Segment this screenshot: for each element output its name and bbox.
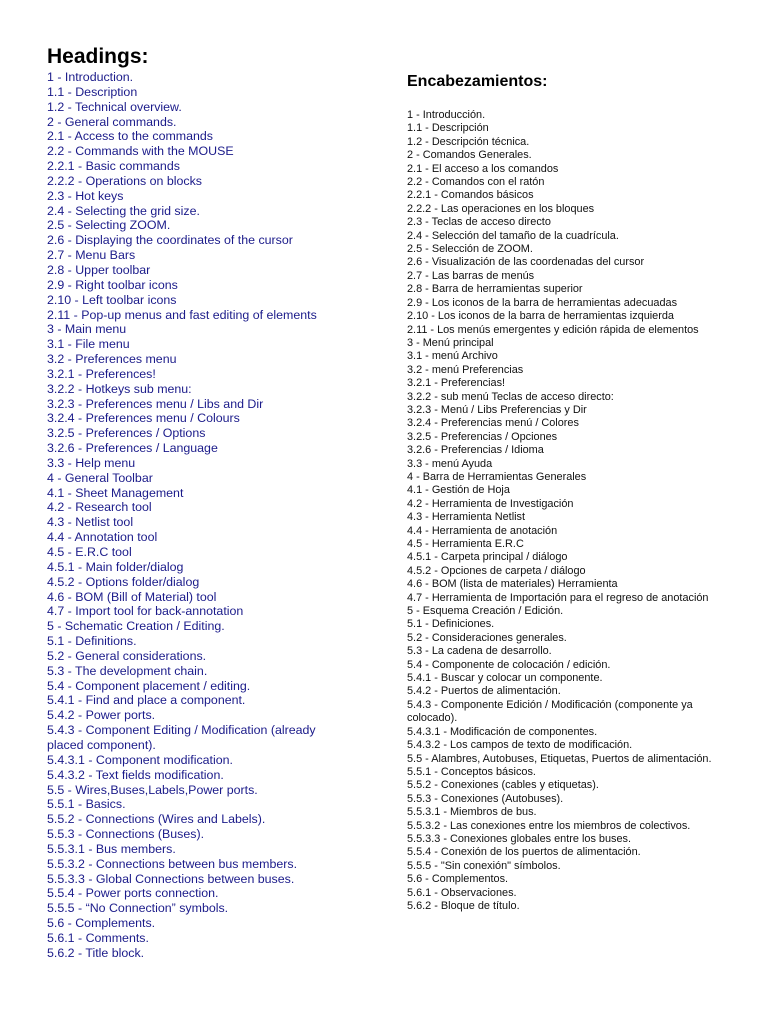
toc-entry[interactable]: 3.1 - menú Archivo — [407, 350, 498, 363]
toc-entry[interactable]: 5.1 - Definiciones. — [407, 618, 495, 631]
toc-entry[interactable]: 5.5.2 - Conexiones (cables y etiquetas). — [407, 779, 599, 792]
toc-entry[interactable]: 4.2 - Herramienta de Investigación — [407, 497, 574, 510]
toc-link[interactable]: 5.4.1 - Find and place a component. — [47, 693, 246, 708]
toc-entry[interactable]: 4.5.1 - Carpeta principal / diálogo — [407, 551, 568, 564]
toc-link[interactable]: 5.1 - Definitions. — [47, 634, 137, 649]
toc-link[interactable]: 5.5.3.2 - Connections between bus members. — [47, 856, 298, 871]
toc-entry[interactable]: 5.6 - Complementos. — [407, 873, 509, 886]
toc-entry[interactable]: 2.7 - Las barras de menús — [407, 269, 535, 282]
toc-link[interactable]: 3.1 - File menu — [47, 337, 130, 352]
toc-entry[interactable]: 2.6 - Visualización de las coordenadas del cursor — [407, 256, 645, 269]
toc-link[interactable]: 4.1 - Sheet Management — [47, 485, 184, 500]
toc-entry[interactable]: 2.11 - Los menús emergentes y edición rápida de elementos — [407, 323, 699, 336]
toc-entry[interactable]: 3.3 - menú Ayuda — [407, 457, 493, 470]
toc-entry[interactable]: 2.3 - Teclas de acceso directo — [407, 216, 551, 229]
toc-link[interactable]: 2.6 - Displaying the coordinates of the cursor — [47, 233, 293, 248]
toc-entry[interactable]: 3.2.4 - Preferencias menú / Colores — [407, 417, 579, 430]
toc-entry[interactable]: 4.5.2 - Opciones de carpeta / diálogo — [407, 564, 586, 577]
toc-entry[interactable]: 1.2 - Descripción técnica. — [407, 135, 530, 148]
toc-link[interactable]: 5.5.3.3 - Global Connections between buses. — [47, 871, 295, 886]
toc-link[interactable]: 1.1 - Description — [47, 84, 138, 99]
toc-link[interactable]: 5.5.3.1 - Bus members. — [47, 841, 176, 856]
toc-link[interactable]: 3.2.4 - Preferences menu / Colours — [47, 411, 240, 426]
toc-entry[interactable]: 3.2.6 - Preferencias / Idioma — [407, 444, 544, 457]
spanish-headings-title: Encabezamientos: — [407, 73, 548, 90]
toc-entry[interactable]: 4.1 - Gestión de Hoja — [407, 484, 510, 497]
toc-entry[interactable]: 3.2.3 - Menú / Libs Preferencias y Dir — [407, 403, 587, 416]
toc-link[interactable]: 5.6.2 - Title block. — [47, 945, 145, 960]
toc-link[interactable]: 5 - Schematic Creation / Editing. — [47, 619, 225, 634]
toc-entry[interactable]: 4.7 - Herramienta de Importación para el regreso de anotación — [407, 591, 709, 604]
toc-entry[interactable]: 2.9 - Los iconos de la barra de herramientas adecuadas — [407, 296, 678, 309]
toc-entry[interactable]: 4 - Barra de Herramientas Generales — [407, 470, 587, 483]
toc-link[interactable]: 5.4.3.2 - Text fields modification. — [47, 767, 224, 782]
toc-link[interactable]: 1.2 - Technical overview. — [47, 99, 182, 114]
toc-link[interactable]: 4.4 - Annotation tool — [47, 530, 158, 545]
toc-entry[interactable]: 5.4 - Componente de colocación / edición. — [407, 658, 611, 671]
spanish-headings-list — [407, 109, 737, 913]
toc-link[interactable]: 2.9 - Right toolbar icons — [47, 277, 178, 292]
toc-entry[interactable]: 5.4.3.1 - Modificación de componentes. — [407, 725, 598, 738]
english-headings-list — [47, 70, 387, 961]
toc-entry[interactable]: 5.5.4 - Conexión de los puertos de alimentación. — [407, 846, 641, 859]
toc-entry[interactable]: 4.4 - Herramienta de anotación — [407, 524, 558, 537]
toc-link[interactable]: 5.4.3.1 - Component modification. — [47, 752, 233, 767]
toc-link[interactable]: 4.6 - BOM (Bill of Material) tool — [47, 589, 217, 604]
toc-link[interactable]: 5.3 - The development chain. — [47, 663, 208, 678]
toc-entry[interactable]: 2.8 - Barra de herramientas superior — [407, 283, 583, 296]
toc-link[interactable]: 2.8 - Upper toolbar — [47, 262, 151, 277]
toc-entry[interactable]: 3.2.1 - Preferencias! — [407, 377, 506, 390]
toc-entry[interactable]: 4.3 - Herramienta Netlist — [407, 511, 526, 524]
toc-link[interactable]: 2.3 - Hot keys — [47, 188, 124, 203]
toc-link[interactable]: 4.5.2 - Options folder/dialog — [47, 574, 200, 589]
toc-entry[interactable]: 2.1 - El acceso a los comandos — [407, 162, 559, 175]
toc-link[interactable]: 4.5.1 - Main folder/dialog — [47, 559, 184, 574]
toc-link[interactable]: 2.5 - Selecting ZOOM. — [47, 218, 171, 233]
toc-link[interactable]: 4.7 - Import tool for back-annotation — [47, 604, 244, 619]
toc-entry[interactable]: 2.2.1 - Comandos básicos — [407, 189, 534, 202]
toc-link[interactable]: 5.5.5 - “No Connection” symbols. — [47, 901, 229, 916]
toc-link[interactable]: 2.11 - Pop-up menus and fast editing of elements — [47, 307, 317, 322]
toc-link[interactable]: 4.5 - E.R.C tool — [47, 545, 132, 559]
toc-link[interactable]: 2.2.1 - Basic commands — [47, 159, 180, 174]
toc-entry[interactable]: 3.2.5 - Preferencias / Opciones — [407, 430, 558, 443]
toc-entry[interactable]: 4.5 - Herramienta E.R.C — [407, 538, 524, 550]
english-headings-title: Headings: — [47, 45, 149, 68]
toc-link[interactable]: 3.2.5 - Preferences / Options — [47, 426, 206, 441]
toc-entry[interactable]: 2.5 - Selección de ZOOM. — [407, 243, 533, 256]
toc-entry[interactable]: 2.2.2 - Las operaciones en los bloques — [407, 202, 595, 215]
toc-entry[interactable]: 5.4.2 - Puertos de alimentación. — [407, 685, 561, 698]
toc-link[interactable]: 2.7 - Menu Bars — [47, 248, 136, 263]
toc-link[interactable]: 5.4.3 - Component Editing / Modification (already placed component). — [47, 723, 316, 752]
toc-entry[interactable]: 5.3 - La cadena de desarrollo. — [407, 645, 552, 658]
toc-entry[interactable]: 5.5 - Alambres, Autobuses, Etiquetas, Puertos de alimentación. — [407, 752, 712, 765]
toc-entry[interactable]: 5.5.3.3 - Conexiones globales entre los buses. — [407, 832, 632, 845]
toc-link[interactable]: 3 - Main menu — [47, 322, 127, 337]
toc-link[interactable]: 3.2 - Preferences menu — [47, 352, 177, 367]
toc-entry[interactable]: 3.2.2 - sub menú Teclas de acceso directo: — [407, 390, 614, 403]
english-headings-column — [47, 44, 387, 961]
toc-link[interactable]: 4.3 - Netlist tool — [47, 515, 134, 530]
toc-entry[interactable]: 5.5.1 - Conceptos básicos. — [407, 765, 536, 778]
toc-entry[interactable]: 5.2 - Consideraciones generales. — [407, 631, 567, 644]
toc-entry[interactable]: 3 - Menú principal — [407, 336, 494, 349]
toc-entry[interactable]: 5.4.1 - Buscar y colocar un componente. — [407, 672, 603, 685]
toc-entry[interactable]: 5.5.3 - Conexiones (Autobuses). — [407, 792, 564, 805]
toc-entry[interactable]: 5.4.3.2 - Los campos de texto de modificación. — [407, 739, 633, 752]
toc-link[interactable]: 2 - General commands. — [47, 114, 177, 129]
toc-link[interactable]: 4 - General Toolbar — [47, 470, 153, 485]
toc-entry[interactable]: 2.4 - Selección del tamaño de la cuadrícula. — [407, 229, 619, 242]
spanish-headings-column — [407, 72, 737, 913]
toc-entry[interactable]: 5 - Esquema Creación / Edición. — [407, 605, 564, 618]
toc-link[interactable]: 3.2.2 - Hotkeys sub menu: — [47, 381, 192, 396]
toc-link[interactable]: 2.4 - Selecting the grid size. — [47, 203, 200, 218]
toc-link[interactable]: 2.2.2 - Operations on blocks — [47, 173, 202, 188]
toc-link[interactable]: 5.5.3 - Connections (Buses). — [47, 827, 205, 842]
toc-entry[interactable]: 1.1 - Descripción — [407, 122, 489, 135]
toc-entry[interactable]: 3.2 - menú Preferencias — [407, 363, 524, 376]
toc-entry[interactable]: 1 - Introducción. — [407, 109, 486, 121]
toc-link[interactable]: 5.4 - Component placement / editing. — [47, 678, 251, 693]
toc-entry[interactable]: 5.5.3.2 - Las conexiones entre los miembros de colectivos. — [407, 819, 691, 832]
toc-link[interactable]: 5.6 - Complements. — [47, 916, 156, 931]
toc-link[interactable]: 4.2 - Research tool — [47, 500, 152, 515]
toc-link[interactable]: 1 - Introduction. — [47, 70, 134, 84]
toc-link[interactable]: 5.5.1 - Basics. — [47, 797, 126, 812]
toc-link[interactable]: 3.2.3 - Preferences menu / Libs and Dir — [47, 396, 264, 411]
toc-link[interactable]: 5.6.1 - Comments. — [47, 930, 149, 945]
toc-entry[interactable]: 5.6.1 - Observaciones. — [407, 886, 517, 899]
toc-link[interactable]: 2.1 - Access to the commands — [47, 129, 213, 144]
toc-link[interactable]: 3.2.1 - Preferences! — [47, 366, 156, 381]
toc-entry[interactable]: 5.5.5 - "Sin conexión" símbolos. — [407, 859, 561, 872]
toc-link[interactable]: 3.2.6 - Preferences / Language — [47, 441, 218, 456]
toc-entry[interactable]: 5.5.3.1 - Miembros de bus. — [407, 806, 537, 819]
toc-link[interactable]: 5.5.2 - Connections (Wires and Labels). — [47, 812, 266, 827]
toc-entry[interactable]: 2.10 - Los iconos de la barra de herramientas izquierda — [407, 310, 674, 323]
toc-link[interactable]: 5.5.4 - Power ports connection. — [47, 886, 219, 901]
toc-link[interactable]: 2.2 - Commands with the MOUSE — [47, 144, 234, 159]
toc-link[interactable]: 2.10 - Left toolbar icons — [47, 292, 177, 307]
toc-entry[interactable]: 5.6.2 - Bloque de título. — [407, 899, 520, 912]
toc-link[interactable]: 5.4.2 - Power ports. — [47, 708, 156, 723]
toc-entry[interactable]: 5.4.3 - Componente Edición / Modificación (componente ya colocado). — [407, 698, 693, 725]
toc-entry[interactable]: 2 - Comandos Generales. — [407, 149, 532, 162]
toc-link[interactable]: 5.5 - Wires,Buses,Labels,Power ports. — [47, 782, 258, 797]
toc-entry[interactable]: 4.6 - BOM (lista de materiales) Herramienta — [407, 578, 618, 591]
toc-link[interactable]: 5.2 - General considerations. — [47, 648, 207, 663]
toc-link[interactable]: 3.3 - Help menu — [47, 455, 136, 470]
toc-entry[interactable]: 2.2 - Comandos con el ratón — [407, 176, 545, 189]
